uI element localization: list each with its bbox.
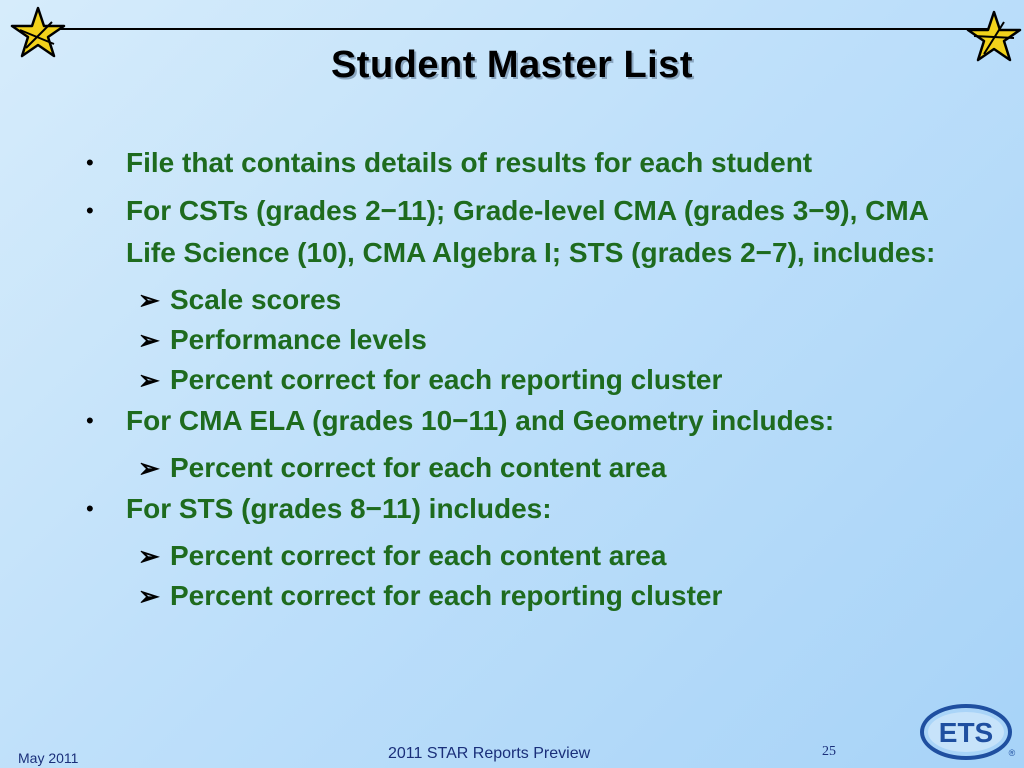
footer-title: 2011 STAR Reports Preview (388, 745, 591, 762)
bullet-dot-icon: • (86, 150, 94, 175)
arrow-bullet-icon: ➢ (138, 541, 160, 571)
bullet-item (82, 400, 962, 442)
sub-bullet-text: Percent correct for each reporting cluster (170, 364, 723, 395)
sub-bullet-item (82, 536, 962, 576)
sub-bullet-item (82, 448, 962, 488)
bullet-item (82, 488, 962, 530)
sub-bullet-item (82, 576, 962, 616)
arrow-bullet-icon: ➢ (138, 453, 160, 483)
bullet-list (82, 142, 962, 616)
bullet-dot-icon: • (86, 198, 94, 223)
footer-date: May 2011 (18, 750, 79, 766)
logo-text: ETS (938, 717, 994, 748)
sub-bullet-text: Percent correct for each content area (170, 540, 667, 571)
registered-mark: ® (1008, 748, 1016, 758)
page-number: 25 (822, 744, 836, 759)
bullet-text: For CSTs (grades 2−11); Grade-level CMA (grades 3−9), CMA Life Science (10), CMA Algebra I; STS (grades 2−7), includes: (126, 195, 936, 268)
ets-logo (918, 700, 1018, 762)
sub-bullet-text: Percent correct for each content area (170, 452, 667, 483)
arrow-bullet-icon: ➢ (138, 285, 160, 315)
sub-bullet-text: Percent correct for each reporting cluster (170, 580, 723, 611)
slide-title: Student Master List (330, 44, 694, 86)
sub-bullet-item (82, 320, 962, 360)
bullet-dot-icon: • (86, 496, 94, 521)
sub-bullet-item (82, 360, 962, 400)
arrow-bullet-icon: ➢ (138, 365, 160, 395)
sub-bullet-text: Performance levels (170, 324, 427, 355)
arrow-bullet-icon: ➢ (138, 325, 160, 355)
bullet-dot-icon: • (86, 408, 94, 433)
arrow-bullet-icon: ➢ (138, 581, 160, 611)
bullet-item (82, 190, 962, 274)
sub-bullet-item (82, 280, 962, 320)
bullet-text: File that contains details of results for each student (126, 147, 813, 178)
bullet-item (82, 142, 962, 184)
top-divider (40, 28, 988, 30)
bullet-text: For STS (grades 8−11) includes: (126, 493, 552, 524)
bullet-text: For CMA ELA (grades 10−11) and Geometry includes: (126, 405, 835, 436)
sub-bullet-text: Scale scores (170, 284, 342, 315)
